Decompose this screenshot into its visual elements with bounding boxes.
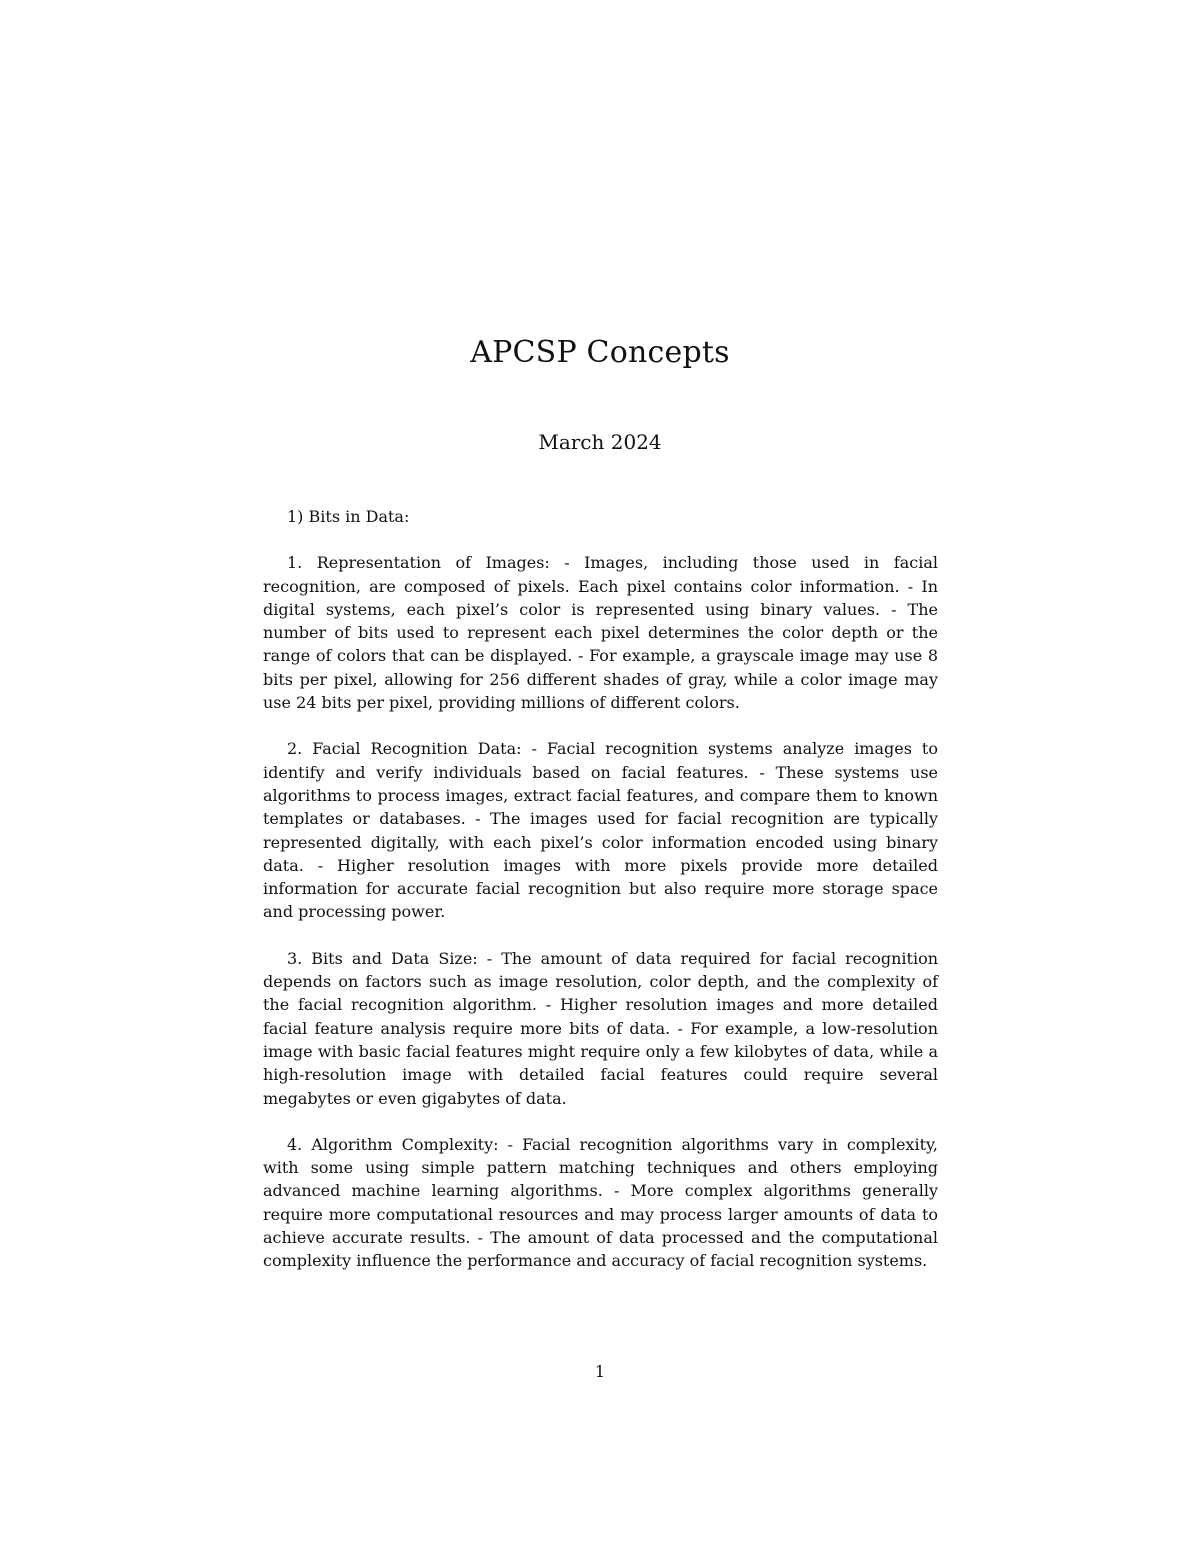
page-number: 1 bbox=[594, 1362, 606, 1381]
paragraph-facial-recognition-data: 2. Facial Recognition Data: - Facial recognition systems analyze images to identify and verify individuals based on facial features. - These systems use algorithms to process images, extract facial features, and compare them to known templates or databases. - The images used for facial recognition are typically represented digitally, with each pixel’s color information encoded using binary data. - Higher resolution images with more pixels provide more detailed information for accurate facial recognition but also require more storage space and processing power. bbox=[263, 739, 938, 922]
paragraph-image-representation: 1. Representation of Images: - Images, including those used in facial recognition, are composed of pixels. Each pixel contains color information. - In digital systems, each pixel’s color is represented using binary values. - The number of bits used to represent each pixel determines the color depth or the range of colors that can be displayed. - For example, a grayscale image may use 8 bits per pixel, allowing for 256 different shades of gray, while a color image may use 24 bits per pixel, providing millions of different colors. bbox=[263, 553, 938, 713]
paragraph-algorithm-complexity: 4. Algorithm Complexity: - Facial recognition algorithms vary in complexity, with some using simple pattern matching techniques and others employing advanced machine learning algorithms. - More complex algorithms generally require more computational resources and may process larger amounts of data to achieve accurate results. - The amount of data processed and the computational complexity influence the performance and accuracy of facial recognition systems. bbox=[263, 1134, 938, 1271]
paragraph-bits-and-data-size: 3. Bits and Data Size: - The amount of data required for facial recognition depends on factors such as image resolution, color depth, and the complexity of the facial recognition algorithm. - Higher resolution images and more detailed facial feature analysis require more bits of data. - For example, a low-resolution image with basic facial features might require only a few kilobytes of data, while a high-resolution image with detailed facial features could require several megabytes or even gigabytes of data. bbox=[263, 948, 938, 1108]
document-title: APCSP Concepts bbox=[470, 335, 730, 371]
document-body bbox=[263, 505, 938, 1273]
document-date: March 2024 bbox=[538, 430, 662, 454]
section-heading: 1) Bits in Data: bbox=[287, 507, 410, 526]
